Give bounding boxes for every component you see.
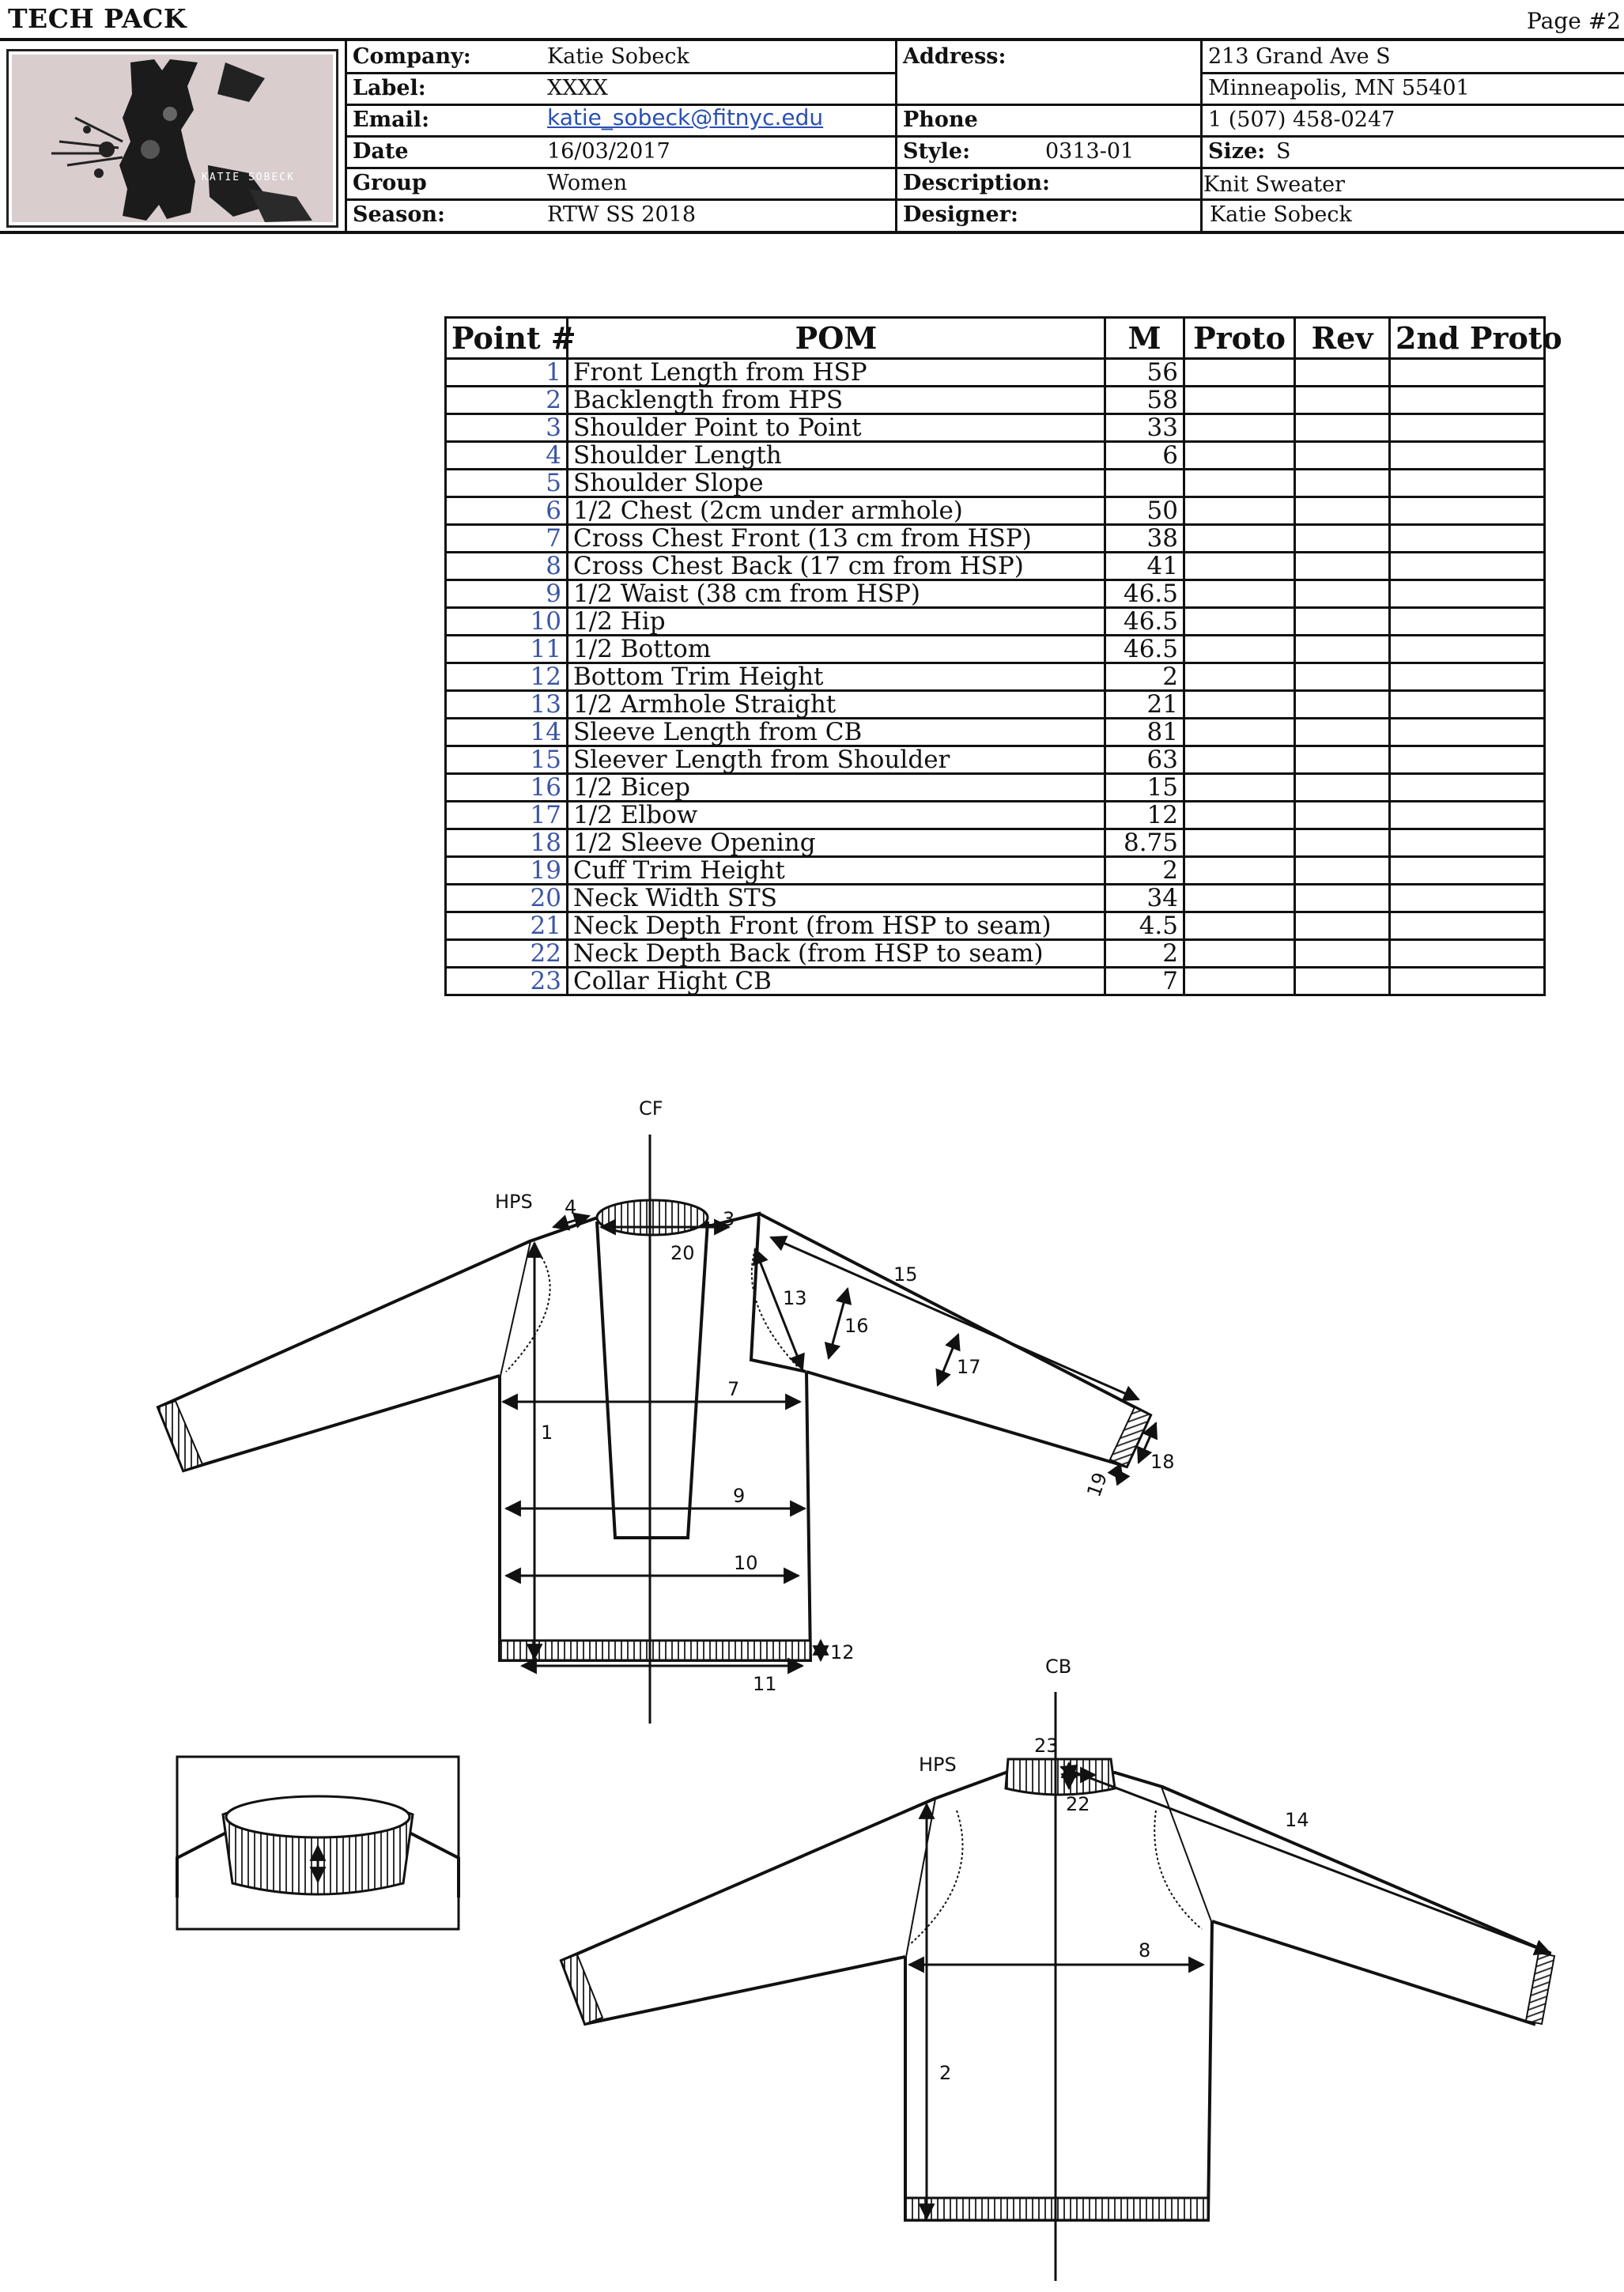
- rev-cell: [1295, 885, 1390, 912]
- table-row: [446, 359, 1545, 387]
- second-proto-cell: [1390, 553, 1545, 580]
- point-number: 4: [446, 442, 568, 470]
- label-23: 23: [1034, 1735, 1059, 1757]
- pom-description: 1/2 Armhole Straight: [568, 691, 1105, 719]
- point-number: 21: [446, 912, 568, 940]
- second-proto-cell: [1390, 636, 1545, 663]
- proto-cell: [1184, 359, 1295, 387]
- label-3: 3: [723, 1208, 735, 1230]
- designer-value: Katie Sobeck: [1210, 202, 1352, 227]
- table-row: [446, 691, 1545, 719]
- point-number: 9: [446, 580, 568, 608]
- technical-flats: [0, 1075, 1624, 2292]
- label-15: 15: [893, 1263, 918, 1286]
- pom-table: [444, 316, 1562, 996]
- measurement-m: 63: [1105, 746, 1184, 774]
- pom-description: 1/2 Elbow: [568, 802, 1105, 829]
- point-number: 17: [446, 802, 568, 829]
- group-label: Group: [353, 171, 427, 195]
- measurement-m: 21: [1105, 691, 1184, 719]
- back-view-sketch: [561, 1759, 1554, 2220]
- proto-cell: [1184, 580, 1295, 608]
- second-proto-cell: [1390, 968, 1545, 995]
- table-row: [446, 912, 1545, 940]
- measurement-m: 2: [1105, 663, 1184, 691]
- company-value: Katie Sobeck: [547, 44, 689, 69]
- second-proto-cell: [1390, 442, 1545, 470]
- measurement-m: 4.5: [1105, 912, 1184, 940]
- proto-cell: [1184, 691, 1295, 719]
- point-number: 19: [446, 857, 568, 885]
- pom-description: Cuff Trim Height: [568, 857, 1105, 885]
- rev-cell: [1295, 912, 1390, 940]
- proto-cell: [1184, 719, 1295, 746]
- proto-cell: [1184, 636, 1295, 663]
- point-number: 13: [446, 691, 568, 719]
- label-1: 1: [541, 1422, 553, 1444]
- measurement-m: 46.5: [1105, 580, 1184, 608]
- table-row: [446, 746, 1545, 774]
- rev-cell: [1295, 525, 1390, 553]
- rev-cell: [1295, 497, 1390, 525]
- second-proto-cell: [1390, 885, 1545, 912]
- pom-description: 1/2 Chest (2cm under armhole): [568, 497, 1105, 525]
- table-row: [446, 608, 1545, 636]
- table-row: [446, 497, 1545, 525]
- second-proto-cell: [1390, 580, 1545, 608]
- rev-cell: [1295, 387, 1390, 414]
- label-2: 2: [939, 2062, 952, 2084]
- rev-cell: [1295, 746, 1390, 774]
- pom-description: Shoulder Slope: [568, 470, 1105, 497]
- measurement-m: 41: [1105, 553, 1184, 580]
- pom-description: 1/2 Waist (38 cm from HSP): [568, 580, 1105, 608]
- label-14: 14: [1285, 1809, 1309, 1831]
- point-number: 6: [446, 497, 568, 525]
- table-row: [446, 719, 1545, 746]
- style-value: 0313-01: [1045, 139, 1135, 164]
- second-proto-cell: [1390, 691, 1545, 719]
- description-value: Knit Sweater: [1203, 172, 1346, 197]
- address-line-1: 213 Grand Ave S: [1208, 44, 1391, 69]
- second-proto-cell: [1390, 857, 1545, 885]
- table-row: [446, 885, 1545, 912]
- pom-description: Neck Depth Front (from HSP to seam): [568, 912, 1105, 940]
- pom-description: Cross Chest Back (17 cm from HSP): [568, 553, 1105, 580]
- point-number: 20: [446, 885, 568, 912]
- measurement-m: 38: [1105, 525, 1184, 553]
- measurement-m: 81: [1105, 719, 1184, 746]
- column-header-2nd-proto: 2nd Proto: [1390, 318, 1545, 359]
- pom-description: Cross Chest Front (13 cm from HSP): [568, 525, 1105, 553]
- address-label: Address:: [903, 44, 1007, 69]
- second-proto-cell: [1390, 940, 1545, 968]
- second-proto-cell: [1390, 387, 1545, 414]
- pom-description: Shoulder Length: [568, 442, 1105, 470]
- table-row: [446, 857, 1545, 885]
- proto-cell: [1184, 968, 1295, 995]
- point-number: 22: [446, 940, 568, 968]
- rev-cell: [1295, 414, 1390, 442]
- proto-cell: [1184, 885, 1295, 912]
- rev-cell: [1295, 857, 1390, 885]
- rev-cell: [1295, 829, 1390, 857]
- proto-cell: [1184, 774, 1295, 802]
- second-proto-cell: [1390, 912, 1545, 940]
- rev-cell: [1295, 968, 1390, 995]
- measurement-m: 46.5: [1105, 636, 1184, 663]
- second-proto-cell: [1390, 802, 1545, 829]
- label-20: 20: [670, 1242, 695, 1264]
- table-row: [446, 968, 1545, 995]
- point-number: 23: [446, 968, 568, 995]
- second-proto-cell: [1390, 719, 1545, 746]
- proto-cell: [1184, 442, 1295, 470]
- pom-description: Shoulder Point to Point: [568, 414, 1105, 442]
- second-proto-cell: [1390, 497, 1545, 525]
- address-line-2: Minneapolis, MN 55401: [1208, 76, 1470, 100]
- pom-description: Backlength from HPS: [568, 387, 1105, 414]
- table-row: [446, 774, 1545, 802]
- label-13: 13: [783, 1287, 807, 1309]
- table-row: [446, 829, 1545, 857]
- second-proto-cell: [1390, 774, 1545, 802]
- table-row: [446, 636, 1545, 663]
- point-number: 12: [446, 663, 568, 691]
- pom-description: Neck Width STS: [568, 885, 1105, 912]
- pom-description: 1/2 Bottom: [568, 636, 1105, 663]
- front-view-sketch: [158, 1200, 1150, 1660]
- second-proto-cell: [1390, 829, 1545, 857]
- pom-description: 1/2 Hip: [568, 608, 1105, 636]
- point-number: 3: [446, 414, 568, 442]
- label-8: 8: [1139, 1939, 1151, 1962]
- phone-label: Phone: [903, 108, 978, 132]
- label-19: 19: [1082, 1469, 1112, 1501]
- rev-cell: [1295, 802, 1390, 829]
- table-row: [446, 525, 1545, 553]
- proto-cell: [1184, 746, 1295, 774]
- measurement-m: 58: [1105, 387, 1184, 414]
- column-header-pom: POM: [568, 318, 1105, 359]
- title-bar: [0, 0, 1624, 38]
- point-number: 2: [446, 387, 568, 414]
- logo-artwork-icon: [12, 55, 338, 227]
- pom-description: 1/2 Bicep: [568, 774, 1105, 802]
- label-7: 7: [727, 1378, 740, 1400]
- column-header-point: Point #: [446, 318, 568, 359]
- point-number: 16: [446, 774, 568, 802]
- size-value: S: [1276, 139, 1291, 164]
- proto-cell: [1184, 387, 1295, 414]
- measurement-m: 50: [1105, 497, 1184, 525]
- label-label: Label:: [353, 76, 426, 100]
- header-info-table: [0, 38, 1624, 234]
- rev-cell: [1295, 636, 1390, 663]
- proto-cell: [1184, 802, 1295, 829]
- pom-description: Sleever Length from Shoulder: [568, 746, 1105, 774]
- point-number: 1: [446, 359, 568, 387]
- rev-cell: [1295, 553, 1390, 580]
- label-18: 18: [1150, 1451, 1175, 1473]
- point-number: 10: [446, 608, 568, 636]
- measurement-m: [1105, 470, 1184, 497]
- measurement-m: 12: [1105, 802, 1184, 829]
- column-header-m: M: [1105, 318, 1184, 359]
- point-number: 11: [446, 636, 568, 663]
- second-proto-cell: [1390, 525, 1545, 553]
- measurement-m: 15: [1105, 774, 1184, 802]
- rev-cell: [1295, 608, 1390, 636]
- proto-cell: [1184, 608, 1295, 636]
- point-number: 8: [446, 553, 568, 580]
- rev-cell: [1295, 719, 1390, 746]
- proto-cell: [1184, 553, 1295, 580]
- column-header-rev: Rev: [1295, 318, 1390, 359]
- date-label: Date: [353, 139, 409, 164]
- proto-cell: [1184, 912, 1295, 940]
- label-10: 10: [734, 1552, 758, 1574]
- label-value: XXXX: [547, 76, 608, 100]
- pom-description: Bottom Trim Height: [568, 663, 1105, 691]
- rev-cell: [1295, 663, 1390, 691]
- date-value: 16/03/2017: [547, 139, 670, 164]
- proto-cell: [1184, 414, 1295, 442]
- point-number: 18: [446, 829, 568, 857]
- second-proto-cell: [1390, 414, 1545, 442]
- second-proto-cell: [1390, 746, 1545, 774]
- email-link[interactable]: katie_sobeck@fitnyc.edu: [547, 104, 824, 130]
- designer-label: Designer:: [903, 202, 1018, 227]
- second-proto-cell: [1390, 608, 1545, 636]
- measurement-m: 46.5: [1105, 608, 1184, 636]
- rev-cell: [1295, 774, 1390, 802]
- pom-table-header-row: [446, 318, 1545, 359]
- label-back-hps: HPS: [919, 1754, 957, 1776]
- label-cb: CB: [1045, 1656, 1072, 1678]
- pom-description: Front Length from HSP: [568, 359, 1105, 387]
- table-row: [446, 580, 1545, 608]
- label-9: 9: [733, 1485, 746, 1507]
- second-proto-cell: [1390, 663, 1545, 691]
- rev-cell: [1295, 442, 1390, 470]
- rev-cell: [1295, 359, 1390, 387]
- label-11: 11: [753, 1673, 777, 1695]
- proto-cell: [1184, 663, 1295, 691]
- point-number: 15: [446, 746, 568, 774]
- rev-cell: [1295, 580, 1390, 608]
- proto-cell: [1184, 497, 1295, 525]
- label-4: 4: [565, 1196, 577, 1218]
- label-front-hps: HPS: [495, 1191, 533, 1213]
- table-row: [446, 470, 1545, 497]
- proto-cell: [1184, 525, 1295, 553]
- size-label: Size:: [1208, 139, 1266, 164]
- brand-logo: [6, 49, 338, 228]
- style-label: Style:: [903, 139, 971, 164]
- measurement-m: 56: [1105, 359, 1184, 387]
- table-row: [446, 553, 1545, 580]
- measurement-m: 2: [1105, 857, 1184, 885]
- proto-cell: [1184, 470, 1295, 497]
- label-cf: CF: [639, 1097, 663, 1120]
- column-header-proto: Proto: [1184, 318, 1295, 359]
- measurement-m: 8.75: [1105, 829, 1184, 857]
- measurement-m: 7: [1105, 968, 1184, 995]
- pom-description: Collar Hight CB: [568, 968, 1105, 995]
- email-label: Email:: [353, 108, 430, 132]
- table-row: [446, 940, 1545, 968]
- second-proto-cell: [1390, 359, 1545, 387]
- label-22: 22: [1066, 1793, 1090, 1815]
- page-number: Page #2: [1527, 8, 1621, 34]
- collar-detail-inset: [177, 1757, 459, 1929]
- table-row: [446, 442, 1545, 470]
- logo-text: KATIE SOBECK: [202, 172, 295, 183]
- document-title: TECH PACK: [8, 3, 187, 34]
- season-value: RTW SS 2018: [547, 202, 697, 227]
- measurement-m: 6: [1105, 442, 1184, 470]
- proto-cell: [1184, 940, 1295, 968]
- season-label: Season:: [353, 202, 445, 227]
- measurement-m: 34: [1105, 885, 1184, 912]
- label-16: 16: [844, 1315, 869, 1337]
- rev-cell: [1295, 470, 1390, 497]
- rev-cell: [1295, 940, 1390, 968]
- proto-cell: [1184, 857, 1295, 885]
- pom-description: 1/2 Sleeve Opening: [568, 829, 1105, 857]
- table-row: [446, 414, 1545, 442]
- table-row: [446, 663, 1545, 691]
- point-number: 14: [446, 719, 568, 746]
- label-12: 12: [830, 1641, 855, 1663]
- table-row: [446, 387, 1545, 414]
- pom-description: Neck Depth Back (from HSP to seam): [568, 940, 1105, 968]
- label-17: 17: [957, 1356, 981, 1378]
- measurement-m: 2: [1105, 940, 1184, 968]
- point-number: 7: [446, 525, 568, 553]
- proto-cell: [1184, 829, 1295, 857]
- measurement-m: 33: [1105, 414, 1184, 442]
- table-row: [446, 802, 1545, 829]
- company-label: Company:: [353, 44, 471, 69]
- second-proto-cell: [1390, 470, 1545, 497]
- phone-value: 1 (507) 458-0247: [1208, 108, 1396, 132]
- description-label: Description:: [903, 171, 1050, 195]
- point-number: 5: [446, 470, 568, 497]
- rev-cell: [1295, 691, 1390, 719]
- pom-description: Sleeve Length from CB: [568, 719, 1105, 746]
- group-value: Women: [547, 171, 628, 195]
